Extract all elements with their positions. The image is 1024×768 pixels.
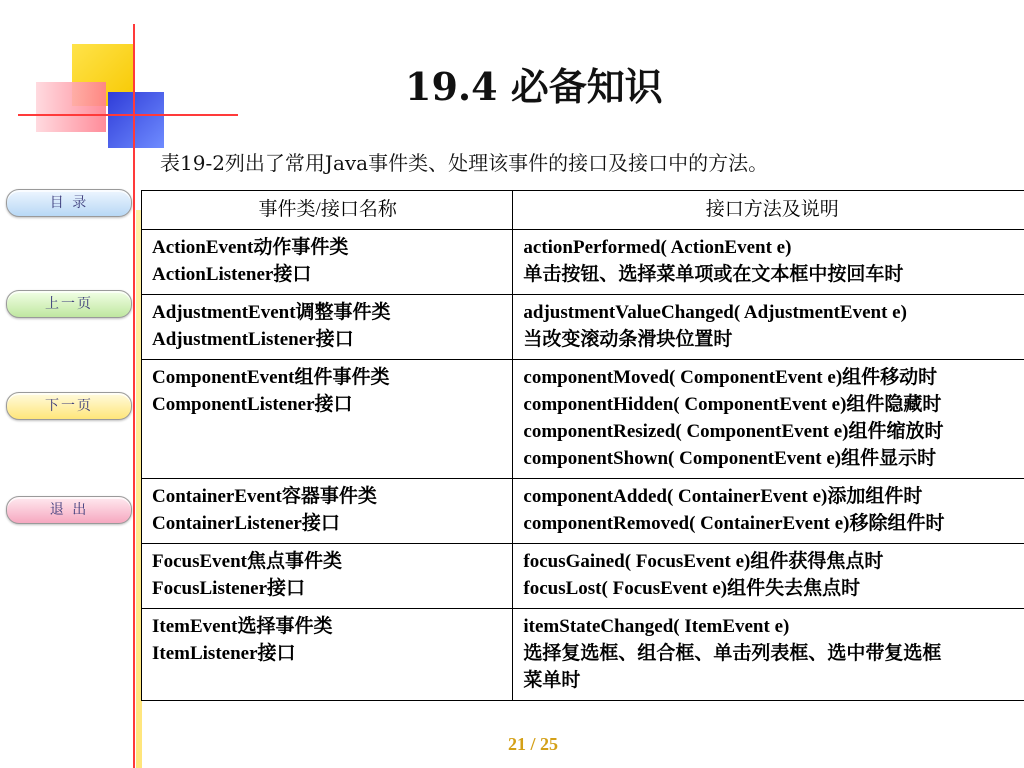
event-class-cell xyxy=(142,609,513,701)
decorative-pink-square xyxy=(36,82,106,132)
table-row xyxy=(142,230,1024,295)
event-class-cell xyxy=(142,230,513,295)
method-line: actionPerformed( ActionEvent e) xyxy=(523,237,792,258)
event-class-cell xyxy=(142,544,513,609)
method-line: componentMoved( ComponentEvent e)组件移动时 xyxy=(523,367,938,388)
table-header-event-class: 事件类/接口名称 xyxy=(142,191,513,230)
event-class-line: ComponentEvent组件事件类 xyxy=(152,367,390,388)
method-line: componentShown( ComponentEvent e)组件显示时 xyxy=(523,448,937,469)
method-line: itemStateChanged( ItemEvent e) xyxy=(523,616,790,637)
table-header-methods: 接口方法及说明 xyxy=(513,191,1024,230)
event-class-cell xyxy=(142,360,513,479)
table-row xyxy=(142,295,1024,360)
method-line: componentHidden( ComponentEvent e)组件隐藏时 xyxy=(523,394,942,415)
method-description-cell xyxy=(513,544,1024,609)
method-line: adjustmentValueChanged( AdjustmentEvent e) xyxy=(523,302,907,323)
event-class-line: ActionEvent动作事件类 xyxy=(152,237,349,258)
method-line: 当改变滚动条滑块位置时 xyxy=(523,329,733,350)
method-line: 菜单时 xyxy=(523,670,581,691)
method-description-cell xyxy=(513,230,1024,295)
table-row xyxy=(142,609,1024,701)
table-row xyxy=(142,360,1024,479)
method-description-cell xyxy=(513,295,1024,360)
decorative-red-vertical-line xyxy=(133,24,135,768)
method-line: 选择复选框、组合框、单击列表框、选中带复选框 xyxy=(523,643,942,664)
event-class-line: FocusListener接口 xyxy=(152,578,306,599)
method-description-cell xyxy=(513,479,1024,544)
method-line: componentRemoved( ContainerEvent e)移除组件时 xyxy=(523,513,945,534)
decorative-red-horizontal-line xyxy=(18,114,238,116)
method-description-cell xyxy=(513,360,1024,479)
table-row xyxy=(142,479,1024,544)
event-class-line: ComponentListener接口 xyxy=(152,394,353,415)
event-class-cell xyxy=(142,295,513,360)
event-class-cell xyxy=(142,479,513,544)
previous-page-button[interactable]: 上一页 xyxy=(6,290,132,318)
event-class-line: ItemListener接口 xyxy=(152,643,296,664)
method-line: componentAdded( ContainerEvent e)添加组件时 xyxy=(523,486,923,507)
event-class-line: ItemEvent选择事件类 xyxy=(152,616,333,637)
event-class-line: AdjustmentEvent调整事件类 xyxy=(152,302,391,323)
method-line: componentResized( ComponentEvent e)组件缩放时 xyxy=(523,421,944,442)
table-row xyxy=(142,544,1024,609)
page-indicator: 21 / 25 xyxy=(508,734,559,754)
event-class-line: ContainerEvent容器事件类 xyxy=(152,486,377,507)
slide-subtitle: 表19-2列出了常用Java事件类、处理该事件的接口及接口中的方法。 xyxy=(160,151,769,175)
slide-title: 19.4 必备知识 xyxy=(405,64,663,109)
method-line: focusLost( FocusEvent e)组件失去焦点时 xyxy=(523,578,861,599)
exit-button[interactable]: 退 出 xyxy=(6,496,132,524)
event-class-line: FocusEvent焦点事件类 xyxy=(152,551,343,572)
event-class-line: ActionListener接口 xyxy=(152,264,312,285)
method-description-cell xyxy=(513,609,1024,701)
event-class-line: ContainerListener接口 xyxy=(152,513,340,534)
event-interface-table xyxy=(141,190,1024,701)
decorative-blue-square xyxy=(108,92,164,148)
next-page-button[interactable]: 下一页 xyxy=(6,392,132,420)
method-line: focusGained( FocusEvent e)组件获得焦点时 xyxy=(523,551,884,572)
table-header-row xyxy=(142,191,1024,230)
event-class-line: AdjustmentListener接口 xyxy=(152,329,354,350)
method-line: 单击按钮、选择菜单项或在文本框中按回车时 xyxy=(523,264,904,285)
contents-button[interactable]: 目 录 xyxy=(6,189,132,217)
